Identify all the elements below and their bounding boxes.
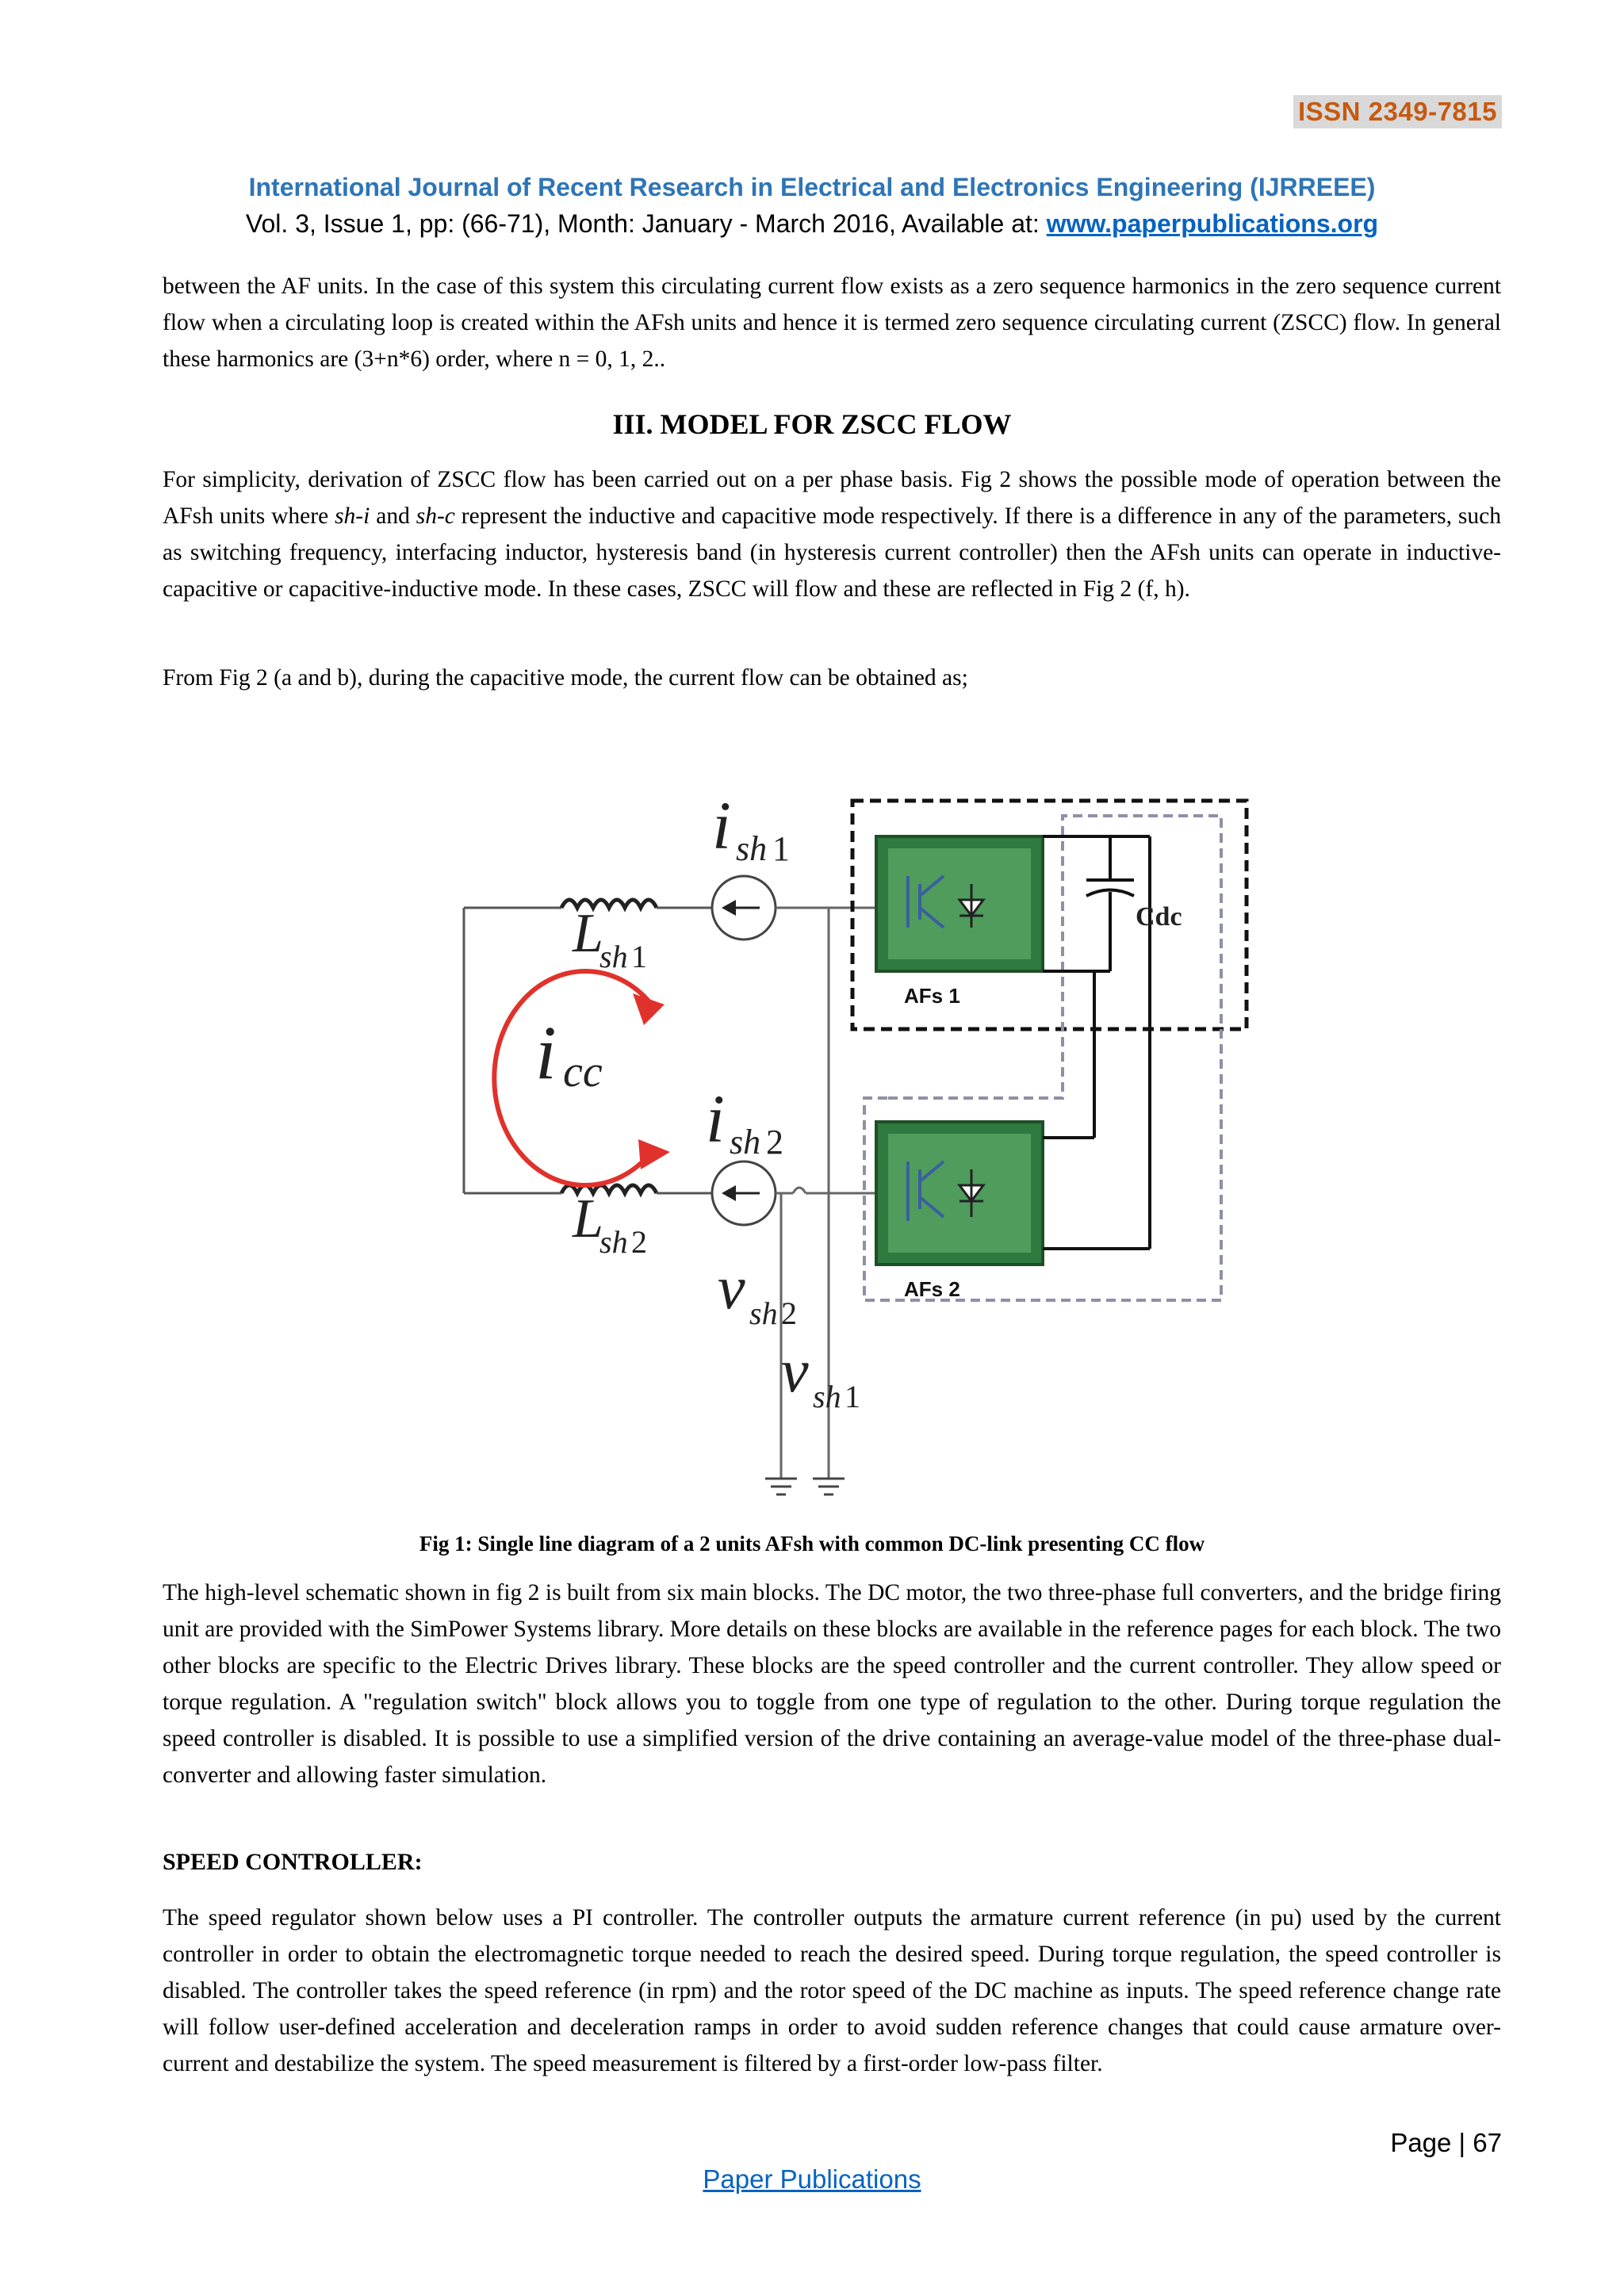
svg-text:1: 1 bbox=[845, 1379, 860, 1414]
svg-text:i: i bbox=[706, 1081, 725, 1157]
svg-text:AFs 1: AFs 1 bbox=[904, 984, 960, 1008]
svg-text:L: L bbox=[573, 903, 603, 964]
svg-text:sh: sh bbox=[813, 1379, 841, 1414]
svg-text:sh: sh bbox=[599, 939, 628, 974]
subsection-heading: SPEED CONTROLLER: bbox=[163, 1849, 423, 1875]
website-link[interactable]: www.paperpublications.org bbox=[1046, 209, 1379, 238]
afs2-block bbox=[876, 1122, 1043, 1301]
svg-text:2: 2 bbox=[631, 1224, 647, 1260]
svg-text:v: v bbox=[781, 1336, 809, 1405]
current-source-1 bbox=[712, 876, 776, 939]
svg-text:1: 1 bbox=[631, 939, 647, 974]
paragraph-2: For simplicity, derivation of ZSCC flow has been carried out on a per phase basis. Fig 2 shows the possible mode of operation between the AFsh units where sh-i and sh-c represent the inductive and capacitive mode respectively. If there is a difference in any of the parameters, such as switching frequency, interfacing inductor, hysteresis band (in hysteresis current controller) then the AFsh units can operate in inductive-capacitive or capacitive-inductive mode. In these cases, ZSCC will flow and these are reflected in Fig 2 (f, h). bbox=[163, 467, 1501, 602]
footer bbox=[0, 2164, 1624, 2195]
svg-text:sh: sh bbox=[736, 829, 768, 868]
svg-text:sh: sh bbox=[730, 1123, 761, 1161]
svg-text:sh: sh bbox=[599, 1224, 628, 1260]
afs1-block bbox=[876, 836, 1043, 1008]
ground-symbols bbox=[765, 1479, 845, 1494]
page-number: Page | 67 bbox=[1390, 2128, 1502, 2157]
svg-text:AFs 2: AFs 2 bbox=[904, 1277, 960, 1301]
paragraph-3: From Fig 2 (a and b), during the capacitive mode, the current flow can be obtained as; bbox=[163, 665, 968, 691]
svg-text:cc: cc bbox=[563, 1047, 603, 1096]
svg-text:2: 2 bbox=[766, 1123, 783, 1161]
paragraph-4: The high-level schematic shown in fig 2 is built from six main blocks. The DC motor, the two three-phase full converters, and the bridge firing unit are provided with the SimPower Systems library. More details on these blocks are available in the reference pages for each block. The two other blocks are specific to the Electric Drives library. These blocks are the speed controller and the current controller. They allow speed or torque regulation. A "regulation switch" block allows you to toggle from one type of regulation to the other. During torque regulation the speed controller is disabled. It is possible to use a simplified version of the drive containing an average-value model of the three-phase dual-converter and allowing faster simulation. bbox=[163, 1580, 1501, 1788]
svg-text:2: 2 bbox=[781, 1295, 797, 1331]
paragraph-1: between the AF units. In the case of this system this circulating current flow exists as a zero sequence harmonics in the zero sequence current flow when a circulating loop is created within the AFsh units and hence it is termed zero sequence circulating current (ZSCC) flow. In general these harmonics are (3+n*6) order, where n = 0, 1, 2.. bbox=[163, 274, 1501, 372]
journal-title: International Journal of Recent Research in Electrical and Electronics Engineering (IJRREEE) bbox=[248, 173, 1376, 201]
issn-label: ISSN 2349-7815 bbox=[1293, 95, 1502, 128]
circuit-diagram bbox=[444, 781, 1261, 1510]
section-heading: III. MODEL FOR ZSCC FLOW bbox=[612, 408, 1012, 440]
svg-text:sh: sh bbox=[749, 1295, 778, 1331]
svg-text:i: i bbox=[712, 787, 731, 863]
svg-text:v: v bbox=[718, 1253, 745, 1322]
journal-volume-line bbox=[0, 209, 1624, 239]
volume-info: Vol. 3, Issue 1, pp: (66-71), Month: January - March 2016, Available at: bbox=[245, 209, 1047, 238]
figure-caption: Fig 1: Single line diagram of a 2 units AFsh with common DC-link presenting CC flow bbox=[419, 1532, 1205, 1556]
publisher-link[interactable]: Paper Publications bbox=[703, 2164, 921, 2194]
svg-text:i: i bbox=[535, 1010, 557, 1095]
svg-text:L: L bbox=[573, 1188, 603, 1249]
svg-text:Cdc: Cdc bbox=[1136, 902, 1182, 932]
svg-text:1: 1 bbox=[772, 829, 790, 868]
paragraph-5: The speed regulator shown below uses a PI controller. The controller outputs the armature current reference (in pu) used by the current controller in order to obtain the electromagnetic torque needed to reach the desired speed. During torque regulation, the speed controller is disabled. The controller takes the speed reference (in rpm) and the rotor speed of the DC machine as inputs. The speed reference change rate will follow user-defined acceleration and deceleration ramps in order to avoid sudden reference changes that could cause armature over-current and destabilize the system. The speed measurement is filtered by a first-order low-pass filter. bbox=[163, 1905, 1501, 2076]
current-source-2 bbox=[712, 1161, 776, 1225]
